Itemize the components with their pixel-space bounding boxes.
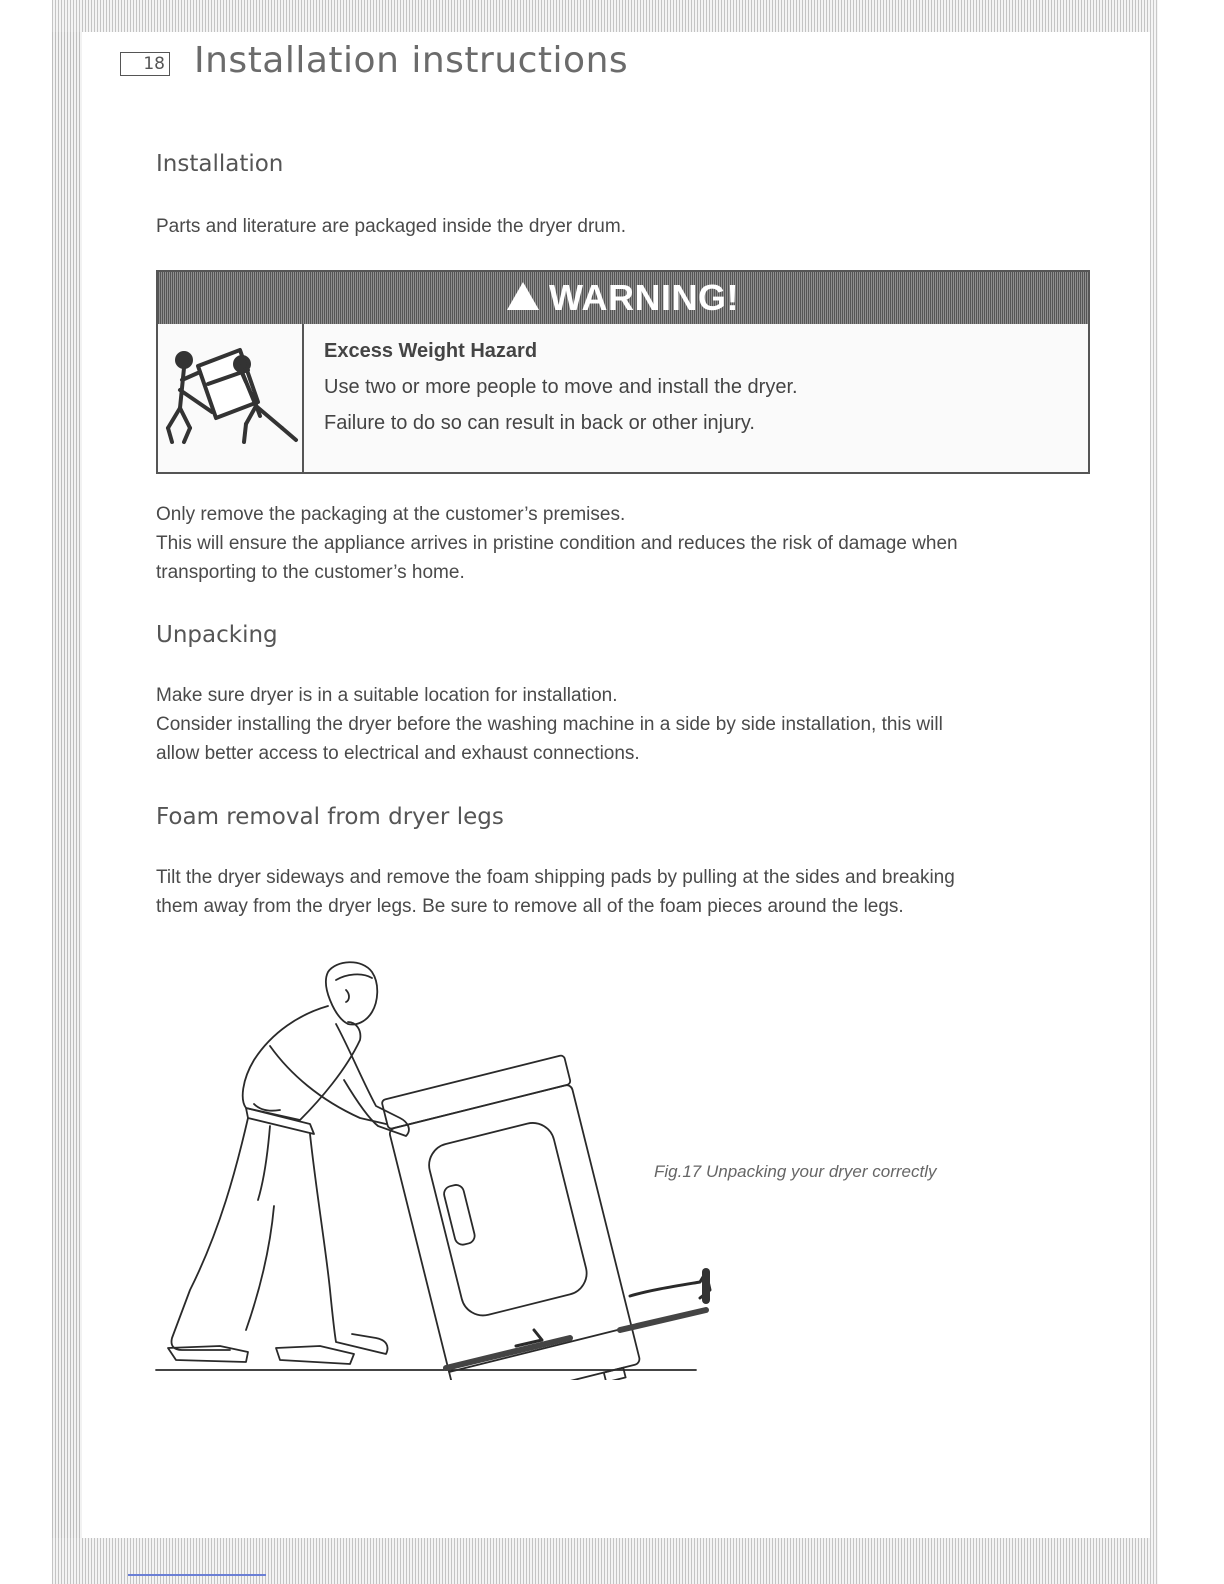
- foam-heading: Foam removal from dryer legs: [156, 804, 504, 830]
- scan-border-right: [1150, 0, 1158, 1584]
- foam-line-2: them away from the dryer legs. Be sure to remove all of the foam pieces around the legs.: [156, 896, 904, 917]
- two-person-lift-icon: [158, 324, 302, 472]
- packaging-line-3: transporting to the customer’s home.: [156, 562, 465, 583]
- man-tilting-dryer-illustration: [150, 950, 720, 1380]
- unpacking-line-2: Consider installing the dryer before the washing machine in a side by side installation, this will: [156, 714, 943, 735]
- page-number: 18: [120, 52, 170, 76]
- figure-unpacking: [150, 950, 720, 1384]
- warning-header: [158, 272, 1088, 324]
- page-title: Installation instructions: [194, 40, 629, 81]
- scan-border-bottom: [52, 1538, 1158, 1584]
- warning-line-1: Use two or more people to move and install the dryer.: [324, 376, 798, 398]
- unpacking-line-1: Make sure dryer is in a suitable location for installation.: [156, 685, 618, 706]
- warning-text: [324, 338, 798, 446]
- warning-box: [156, 270, 1090, 474]
- scan-border-top: [52, 0, 1158, 32]
- foam-line-1: Tilt the dryer sideways and remove the foam shipping pads by pulling at the sides and breaking: [156, 867, 955, 888]
- packaging-line-2: This will ensure the appliance arrives in pristine condition and reduces the risk of damage when: [156, 533, 958, 554]
- warning-icon-cell: [158, 324, 304, 472]
- installation-heading: Installation: [156, 151, 284, 177]
- installation-text: Parts and literature are packaged inside the dryer drum.: [156, 216, 626, 237]
- unpacking-heading: Unpacking: [156, 622, 278, 648]
- packaging-line-1: Only remove the packaging at the customer’s premises.: [156, 504, 626, 525]
- warning-triangle-icon: [507, 282, 539, 310]
- warning-hazard: Excess Weight Hazard: [324, 340, 538, 362]
- figure-caption: Fig.17 Unpacking your dryer correctly: [654, 1162, 937, 1181]
- unpacking-line-3: allow better access to electrical and exhaust connections.: [156, 743, 640, 764]
- warning-title: WARNING!: [549, 277, 739, 318]
- warning-line-2: Failure to do so can result in back or other injury.: [324, 412, 755, 434]
- scan-border-left: [52, 0, 82, 1584]
- bottom-link-line: [128, 1574, 266, 1576]
